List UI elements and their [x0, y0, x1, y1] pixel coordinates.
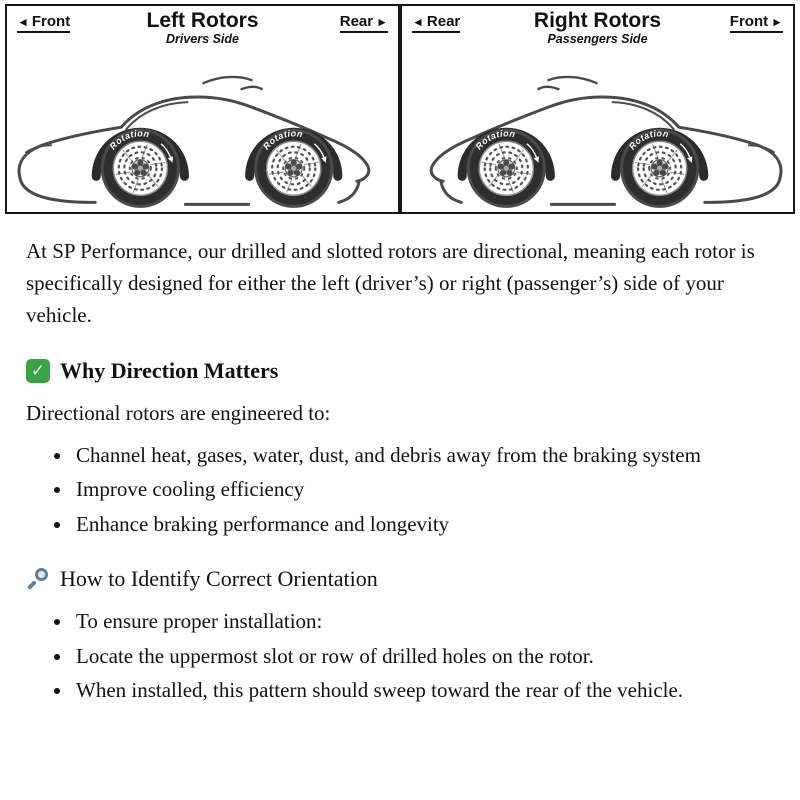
- intro-paragraph: At SP Performance, our drilled and slotted rotors are directional, meaning each rotor is specifically designed for either the left (driver’s) or right (passenger’s) side of your vehicle.: [26, 239, 755, 328]
- magnifier-icon: [26, 567, 50, 591]
- orientation-steps-list: [26, 606, 774, 707]
- rear-direction-label: [340, 13, 388, 33]
- left-arrow-icon: ◄: [17, 14, 29, 29]
- left-arrow-icon: ◄: [412, 14, 424, 29]
- list-item: • To ensure proper installation:: [73, 606, 774, 638]
- right-panel-header: [402, 6, 793, 52]
- right-rotors-panel: [400, 4, 795, 214]
- rear-direction-label: [412, 13, 460, 33]
- rotor-direction-diagram: [5, 4, 795, 214]
- check-mark-icon: ✓: [26, 359, 50, 383]
- left-rotors-panel: [5, 4, 400, 214]
- magnifier-lens: [35, 568, 48, 581]
- right-arrow-icon: ►: [376, 14, 388, 29]
- car-body: [19, 77, 369, 206]
- direction-lead-text: Directional rotors are engineered to:: [26, 401, 331, 426]
- rotation-label: Rotation: [107, 128, 151, 152]
- heading-text: How to Identify Correct Orientation: [60, 566, 378, 592]
- car-illustration-right: [402, 52, 793, 212]
- panel-title: Left Rotors: [146, 9, 259, 32]
- panel-title: Right Rotors: [533, 9, 662, 32]
- heading-text: Why Direction Matters: [60, 358, 279, 384]
- rotation-label: Rotation: [473, 128, 517, 152]
- direction-benefits-list: [26, 440, 774, 541]
- magnifier-handle: [27, 580, 37, 590]
- front-direction-label: [730, 13, 783, 33]
- direction-text: Rear: [426, 13, 461, 30]
- panel-subtitle: Passengers Side: [547, 32, 648, 47]
- panel-subtitle: Drivers Side: [166, 32, 239, 47]
- article-body: [0, 214, 800, 748]
- direction-text: Front: [729, 13, 769, 30]
- car-illustration-left: [7, 52, 398, 212]
- section-heading-direction: [26, 358, 774, 384]
- list-item: • When installed, this pattern should sweep toward the rear of the vehicle.: [73, 675, 774, 707]
- direction-text: Rear: [339, 13, 374, 30]
- rotation-label: Rotation: [626, 128, 670, 152]
- list-item: • Locate the uppermost slot or row of drilled holes on the rotor.: [73, 641, 774, 673]
- list-item: • Enhance braking performance and longevity: [73, 509, 774, 541]
- rotation-label: Rotation: [260, 128, 304, 152]
- list-item: • Improve cooling efficiency: [73, 474, 774, 506]
- section-heading-orientation: [26, 566, 774, 592]
- direction-text: Front: [31, 13, 71, 30]
- list-item: • Channel heat, gases, water, dust, and debris away from the braking system: [73, 440, 774, 472]
- front-direction-label: [17, 13, 70, 33]
- right-arrow-icon: ►: [771, 14, 783, 29]
- left-panel-header: [7, 6, 398, 52]
